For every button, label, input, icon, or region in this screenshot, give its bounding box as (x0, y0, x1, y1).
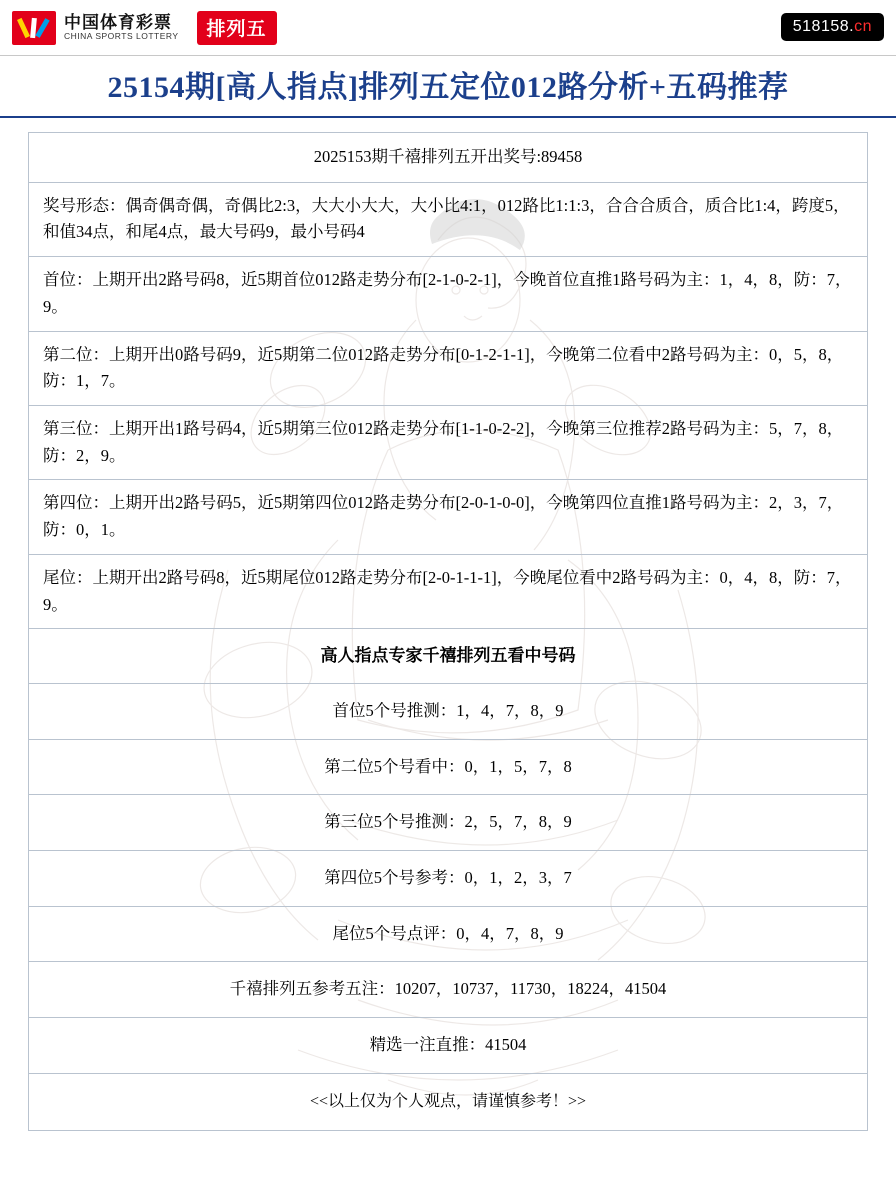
site-header (0, 0, 896, 56)
site-domain-tld: cn (854, 18, 872, 35)
recommend-row-first: 首位5个号推测：1，4，7，8，9 (29, 684, 867, 740)
analysis-table (28, 132, 868, 1131)
disclaimer-note: <<以上仅为个人观点，请谨慎参考！>> (309, 1092, 587, 1110)
site-domain-chip (781, 13, 884, 41)
position-row-third: 第三位：上期开出1路号码4，近5期第三位012路走势分布[1-1-0-2-2]，今晚第三位推荐2路号码为主：5，7，8，防：2，9。 (29, 406, 867, 480)
position-row-first: 首位：上期开出2路号码8，近5期首位012路走势分布[2-1-0-2-1]，今晚首位直推1路号码为主：1，4，8，防：7，9。 (29, 257, 867, 331)
brand-logo (12, 11, 277, 45)
position-row-second: 第二位：上期开出0路号码9，近5期第二位012路走势分布[0-1-2-1-1]，今晚第二位看中2路号码为主：0，5，8，防：1，7。 (29, 332, 867, 406)
recommend-row-fourth: 第四位5个号参考：0，1，2，3，7 (29, 851, 867, 907)
brand-name-en: CHINA SPORTS LOTTERY (64, 30, 179, 41)
game-badge: 排列五 (197, 11, 277, 45)
recommend-row-single-bet: 精选一注直推：41504 (29, 1018, 867, 1074)
section-title-expert: 高人指点专家千禧排列五看中号码 (29, 629, 867, 684)
title-band (0, 56, 896, 118)
shape-analysis-row: 奖号形态：偶奇偶奇偶，奇偶比2:3，大大小大大，大小比4:1，012路比1:1:3，合合合质合，质合比1:4，跨度5，和值34点，和尾4点，最大号码9，最小号码4 (29, 183, 867, 257)
brand-name-cn: 中国体育彩票 (64, 13, 172, 33)
position-row-last: 尾位：上期开出2路号码8，近5期尾位012路走势分布[2-0-1-1-1]，今晚尾位看中2路号码为主：0，4，8，防：7，9。 (29, 555, 867, 629)
recommend-row-second: 第二位5个号看中：0，1，5，7，8 (29, 740, 867, 796)
sports-lottery-icon (12, 11, 56, 45)
recommend-row-last: 尾位5个号点评：0，4，7，8，9 (29, 907, 867, 963)
position-row-fourth: 第四位：上期开出2路号码5，近5期第四位012路走势分布[2-0-1-0-0]，今晚第四位直推1路号码为主：2，3，7，防：0，1。 (29, 480, 867, 554)
recommend-row-five-bets: 千禧排列五参考五注：10207，10737，11730，18224，41504 (29, 962, 867, 1018)
site-domain-name: 518158. (792, 18, 855, 35)
recommend-row-third: 第三位5个号推测：2，5，7，8，9 (29, 795, 867, 851)
page-title: 25154期[高人指点]排列五定位012路分析+五码推荐 (107, 71, 789, 104)
brand-text (64, 14, 179, 41)
draw-result-row: 2025153期千禧排列五开出奖号:89458 (29, 133, 867, 183)
